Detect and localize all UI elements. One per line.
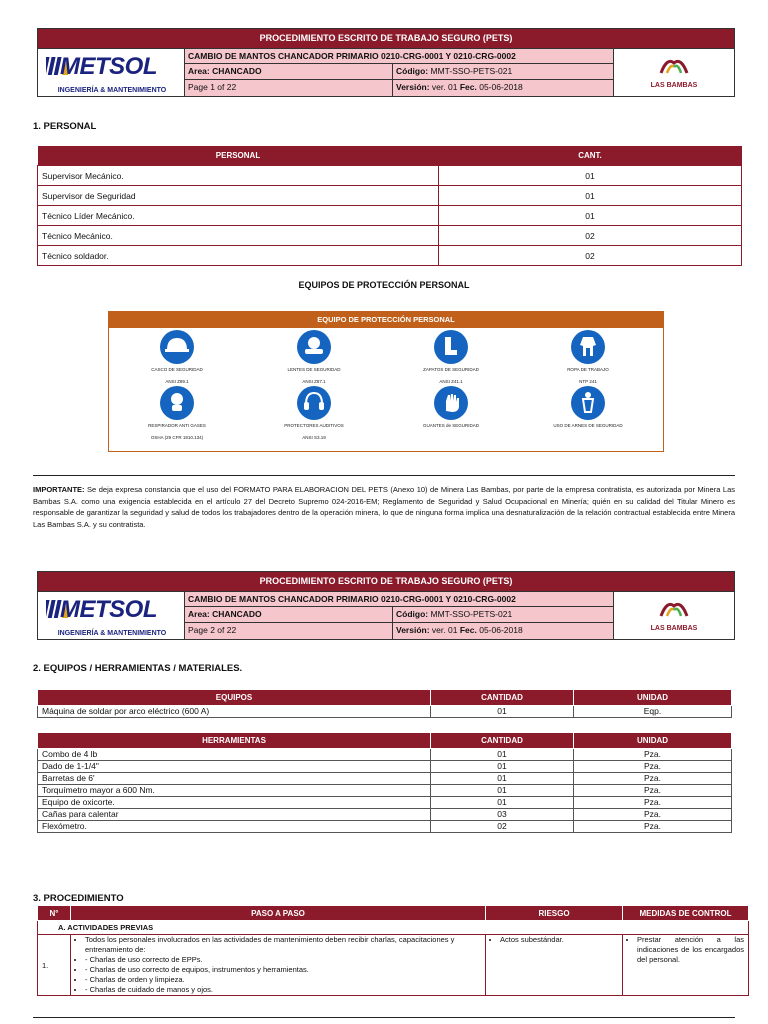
las-bambas-logo: LAS BAMBAS — [613, 49, 734, 96]
table-row: Técnico Mecánico. 02 — [38, 226, 742, 246]
list-item: • - Charlas de orden y limpieza. — [85, 975, 481, 985]
table-row: Supervisor Mecánico. 01 — [38, 166, 742, 186]
epp-item: PROTECTORES AUDITIVOS ANSI S3.19 — [254, 386, 374, 441]
las-bambas-mark-icon — [659, 598, 689, 618]
section-equipos-title: 2. EQUIPOS / HERRAMIENTAS / MATERIALES. — [33, 663, 243, 674]
list-item: • - Charlas de uso correcto de equipos, instrumentos y herramientas. — [85, 965, 481, 975]
area-label: Area: CHANCADO — [185, 64, 393, 79]
gloves-icon — [434, 386, 468, 420]
herramientas-table: HERRAMIENTAS CANTIDAD UNIDAD Combo de 4 lb 01 Pza. Dado de 1-1/4" 01 Pza. Barretas de 6' 01 Pza. Torquímetro mayor a 600 Nm. 01 Pza. Equipo de oxicorte. 01 Pza. Cañas para calentar 03 Pza. Flexómetro. 02 Pza. — [37, 732, 732, 833]
equipos-table: EQUIPOS CANTIDAD UNIDAD Máquina de soldar por arco eléctrico (600 A) 01 Eqp. — [37, 689, 732, 718]
list-item: • - Charlas de uso correcto de EPPs. — [85, 955, 481, 965]
table-row: Técnico soldador. 02 — [38, 246, 742, 266]
page-number: Page 1 of 22 — [185, 80, 393, 96]
epp-item: RESPIRADOR ANTI GASES OSHA (29 CFR 1910.134) — [117, 386, 237, 441]
table-row: Cañas para calentar 03 Pza. — [38, 809, 732, 821]
table-row: Torquímetro mayor a 600 Nm. 01 Pza. — [38, 785, 732, 797]
respirator-icon — [160, 386, 194, 420]
page-number: Page 2 of 22 — [185, 623, 393, 639]
las-bambas-mark-icon — [659, 55, 689, 75]
table-row: Dado de 1-1/4" 01 Pza. — [38, 761, 732, 773]
important-note: IMPORTANTE: Se deja expresa constancia que el uso del FORMATO PARA ELABORACION DEL PETS (Anexo 10) de Minera Las Bambas, por parte de la empresa contratista, es autorizada por Minera Las Bambas S.A. como una exigencia establecida en el artículo 27 del Decreto Supremo 024-2016-EM; Reglamento de Seguridad y Salud Ocupacional en Minería; quién en su calidad del Titular Minero es responsable de garantizar la seguridad y salud de todos los trabajadores dentro de la operación minera, lo que de ninguna forma implica una desnaturalización de la relación contractual establecida entre Minera Las Bambas S.A. y su contratista. — [33, 485, 735, 529]
epp-item: ZAPATOS DE SEGURIDAD ANSI Z41.1 — [391, 330, 511, 385]
procedure-name: CAMBIO DE MANTOS CHANCADOR PRIMARIO 0210-CRG-0001 Y 0210-CRG-0002 — [185, 49, 613, 64]
step-description — [71, 935, 486, 996]
metsol-logo — [38, 49, 185, 96]
coverall-icon — [571, 330, 605, 364]
step-number: 1. — [38, 935, 71, 996]
ear-protection-icon — [297, 386, 331, 420]
col-cant: CANT. — [439, 146, 742, 166]
goggles-icon — [297, 330, 331, 364]
epp-panel — [108, 311, 664, 452]
document-header-page-2: PROCEDIMIENTO ESCRITO DE TRABAJO SEGURO (PETS) METSOL INGENIERÍA & MANTENIMIENTO CAMBIO DE MANTOS CHANCADOR PRIMARIO 0210-CRG-0001 Y 0210-CRG-0002 Area: CHANCADO Código: MMT-SSO-PETS-021 Page 2 of 22 Versión: ver. 01 Fec. 05-06-2018 LAS BAMBAS — [37, 571, 735, 640]
personal-table — [37, 146, 742, 266]
epp-item: ROPA DE TRABAJO NTP 241 — [528, 330, 648, 385]
epp-panel-title: EQUIPO DE PROTECCIÓN PERSONAL — [109, 312, 663, 328]
section-personal-title: 1. PERSONAL — [33, 121, 97, 132]
epp-title: EQUIPOS DE PROTECCIÓN PERSONAL — [298, 280, 470, 290]
table-row: Máquina de soldar por arco eléctrico (600 A) 01 Eqp. — [38, 706, 732, 718]
table-row: Barretas de 6' 01 Pza. — [38, 773, 732, 785]
metsol-wordmark: METSOL — [60, 53, 157, 80]
codigo-field: Código: MMT-SSO-PETS-021 — [396, 66, 513, 76]
metsol-logo: METSOL INGENIERÍA & MANTENIMIENTO — [38, 592, 185, 639]
epp-item: LENTES DE SEGURIDAD ANSI Z87.1 — [254, 330, 374, 385]
version-field: Versión: ver. 01 Fec. 05-06-2018 — [396, 82, 523, 92]
step-risk: • Actos subestándar. — [486, 935, 623, 996]
document-header — [37, 28, 735, 97]
procedure-table: N° PASO A PASO RIESGO MEDIDAS DE CONTROL A. ACTIVIDADES PREVIAS 1. • Todos los personales involucrados en las actividades de mantenimiento deben recibir charlas, capacitaciones y entrenamiento de: • - Charlas de uso correcto de EPPs. • - Charlas de uso correcto de equipos, instrumentos y herramientas. • - Charlas de orden y limpieza. • - Charlas de cuidado de manos y ojos. • Actos subestándar. • Prestar atención a las indicaciones de los encargados del personal. — [37, 905, 749, 996]
table-row: Flexómetro. 02 Pza. — [38, 821, 732, 833]
step-control: • Prestar atención a las indicaciones de los encargados del personal. — [623, 935, 749, 996]
table-row: Supervisor de Seguridad 01 — [38, 186, 742, 206]
helmet-icon — [160, 330, 194, 364]
epp-item: GUANTES de SEGURIDAD — [391, 386, 511, 429]
table-row: Técnico Líder Mecánico. 01 — [38, 206, 742, 226]
col-personal: PERSONAL — [38, 146, 439, 166]
table-row: Equipo de oxicorte. 01 Pza. — [38, 797, 732, 809]
metsol-subtitle: INGENIERÍA & MANTENIMIENTO — [57, 87, 167, 94]
epp-item: CASCO DE SEGURIDAD ANSI Z89.1 — [117, 330, 237, 385]
harness-icon — [571, 386, 605, 420]
boots-icon — [434, 330, 468, 364]
las-bambas-logo: LAS BAMBAS — [613, 592, 734, 639]
subhead-actividades: A. ACTIVIDADES PREVIAS — [38, 921, 749, 935]
list-item: • - Charlas de cuidado de manos y ojos. — [85, 985, 481, 995]
list-item: • Todos los personales involucrados en las actividades de mantenimiento deben recibir charlas, capacitaciones y entrenamiento de: — [85, 935, 481, 955]
epp-item: USO DE ARNES DE SEGURIDAD — [528, 386, 648, 429]
table-row: Combo de 4 lb 01 Pza. — [38, 749, 732, 761]
section-procedimiento-title: 3. PROCEDIMIENTO — [33, 893, 124, 904]
header-title: PROCEDIMIENTO ESCRITO DE TRABAJO SEGURO (PETS) — [38, 29, 734, 49]
